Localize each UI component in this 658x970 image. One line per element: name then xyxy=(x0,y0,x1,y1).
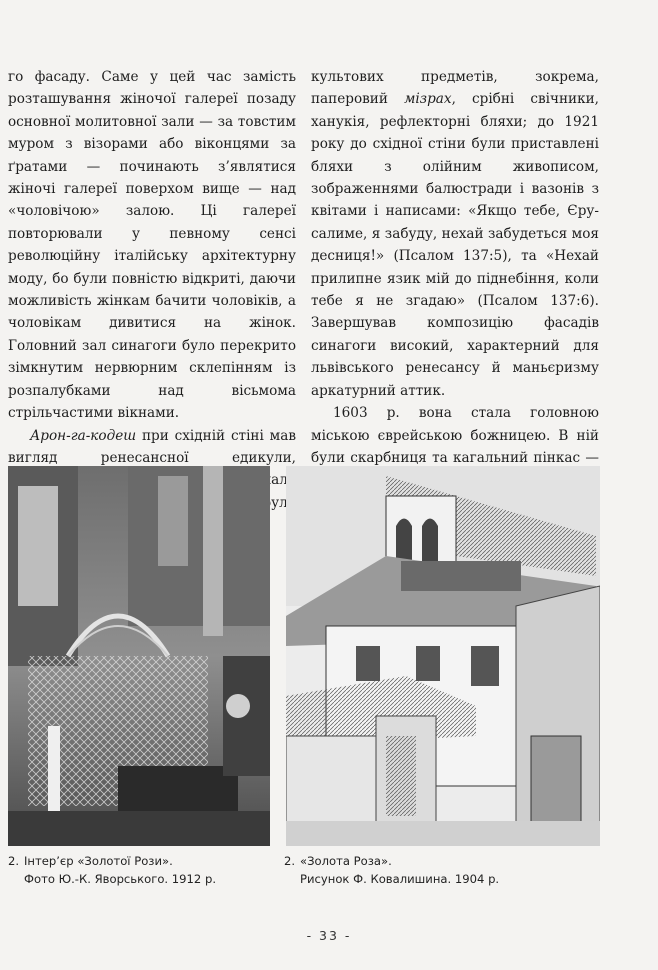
exterior-drawing-illustration xyxy=(286,466,600,846)
caption-number: 2. xyxy=(284,854,296,868)
paragraph: го фасаду. Саме у цей час замість розташування жіночої галереї позаду основної молитовної зали — за товстим муром з візорами або віконцями за ґратами — починають з’являтися жіночі галереї поверхом вище — над «чоловічою» залою. Ці галереї повторювали у певному сенсі революційну італійську архітектурну моду, бо були повністю відкриті, даючи можливість жінкам бачити чоловіків, а чоловікам дивитися на жінок. Головний зал синагоги було перекрито зімкнутим нервюрним склепінням із розпалубками над віcьмома стрільчастими вікнами. xyxy=(8,69,296,422)
caption-credit: Фото Ю.-К. Яворського. 1912 р. xyxy=(24,872,217,886)
caption-title: «Золота Роза». xyxy=(300,854,392,868)
italic-term: Арон-га-кодеш xyxy=(30,427,137,444)
photo-synagogue-interior xyxy=(8,466,270,846)
paragraph: 1603 р. вона стала головною міською єврейською божницею. В ній були скарбниця та кагальний пінкас — xyxy=(311,405,599,466)
paragraph-text: культових предметів, зокрема, паперовий xyxy=(311,69,599,108)
page-number: - 33 - xyxy=(306,928,352,943)
caption-credit: Рисунок Ф. Ковалишина. 1904 р. xyxy=(300,872,500,886)
italic-term: мізрах xyxy=(404,91,452,108)
interior-photo-illustration xyxy=(8,466,270,846)
caption-number: 2. xyxy=(8,854,20,868)
caption-left xyxy=(8,852,216,888)
drawing-synagogue-exterior xyxy=(286,466,600,846)
caption-title: Інтер’єр «Золотої Рози». xyxy=(24,854,173,868)
paragraph-text: при східній стіні мав вигляд ренесансної едикули, мала було xyxy=(8,427,296,511)
paragraph-text: , срібні свічники, ханукія, рефлекторні бляхи; до 1921 року до східної стіни були приставлені бляхи з олійним живописом, зображеннями балюстради і вазонів з квітами і написами: «Якщо тебе, Єрусалиме, я забуду, нехай забудеться моя десниця!» (Псалом 137:5), та «Нехай прилипне язик мій до піднебіння, коли тебе я не згадаю» (Псалом 137:6). Завершував композицію фасадів синагоги високий, характерний для львівського ренесансу й маньєризму аркатурний аттик. xyxy=(311,91,599,399)
caption-right xyxy=(284,852,499,888)
paragraph xyxy=(311,66,599,402)
